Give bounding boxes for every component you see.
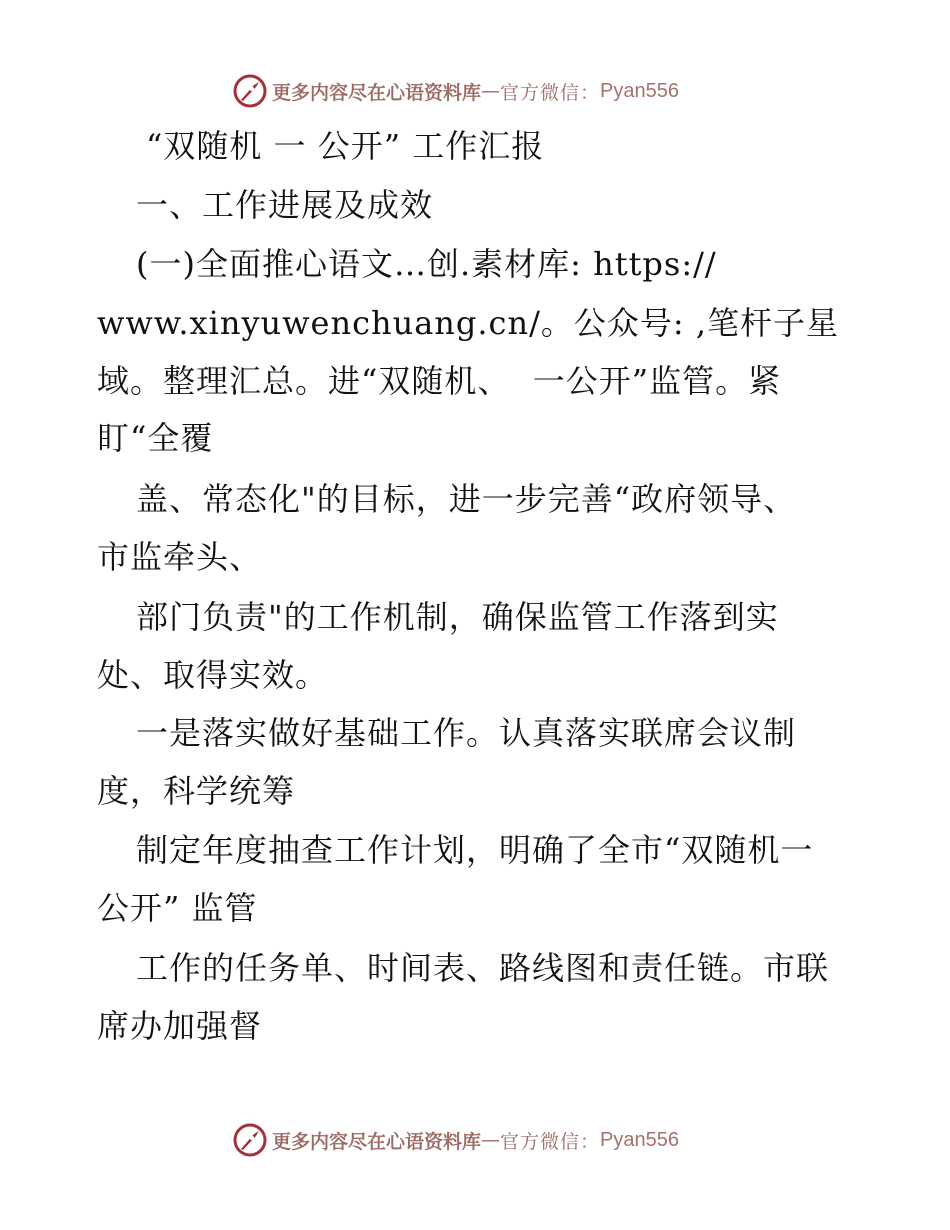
body-line: 一是落实做好基础工作。认真落实联席会议制 xyxy=(136,714,797,752)
body-line: 制定年度抽查工作计划，明确了全市“双随机一 xyxy=(136,831,814,869)
banner-wechat-label: 官方微信： xyxy=(500,81,601,104)
pen-logo-icon xyxy=(232,1122,268,1158)
body-line: www.xinyuwenchuang.cn/。公众号: ,笔杆子星 xyxy=(97,304,839,342)
header-banner xyxy=(232,72,679,110)
banner-wechat-label: 官方微信： xyxy=(500,1130,601,1153)
body-line: 部门负责"的工作机制，确保监管工作落到实 xyxy=(136,598,779,636)
banner-text: 更多内容尽在心语资料库 xyxy=(272,81,482,104)
body-line: 市监牵头、 xyxy=(97,538,263,576)
body-line: 盯“全覆 xyxy=(97,419,214,457)
footer-banner xyxy=(232,1121,679,1159)
banner-wechat-id: Pyan556 xyxy=(600,1128,679,1151)
body-line: 处、取得实效。 xyxy=(97,656,329,694)
banner-dash: — xyxy=(481,1129,501,1151)
body-line: 域。整理汇总。进“双随机、 一公开”监管。紧 xyxy=(97,362,782,400)
body-line: 席办加强督 xyxy=(97,1007,263,1045)
pen-logo-icon xyxy=(232,73,268,109)
banner-dash: — xyxy=(481,80,501,102)
banner-wechat-id: Pyan556 xyxy=(600,79,679,102)
body-line: 盖、常态化"的目标，进一步完善“政府领导、 xyxy=(136,480,797,518)
section-heading: 一、工作进展及成效 xyxy=(136,186,434,224)
body-line: 度，科学统筹 xyxy=(97,772,296,810)
banner-text: 更多内容尽在心语资料库 xyxy=(272,1130,482,1153)
body-line: 公开” 监管 xyxy=(97,889,258,927)
body-line: (一)全面推心语文…创.素材库: https:// xyxy=(136,245,717,283)
body-line: 工作的任务单、时间表、路线图和责任链。市联 xyxy=(136,949,830,987)
document-title: “双随机 一 公开” 工作汇报 xyxy=(146,127,545,165)
